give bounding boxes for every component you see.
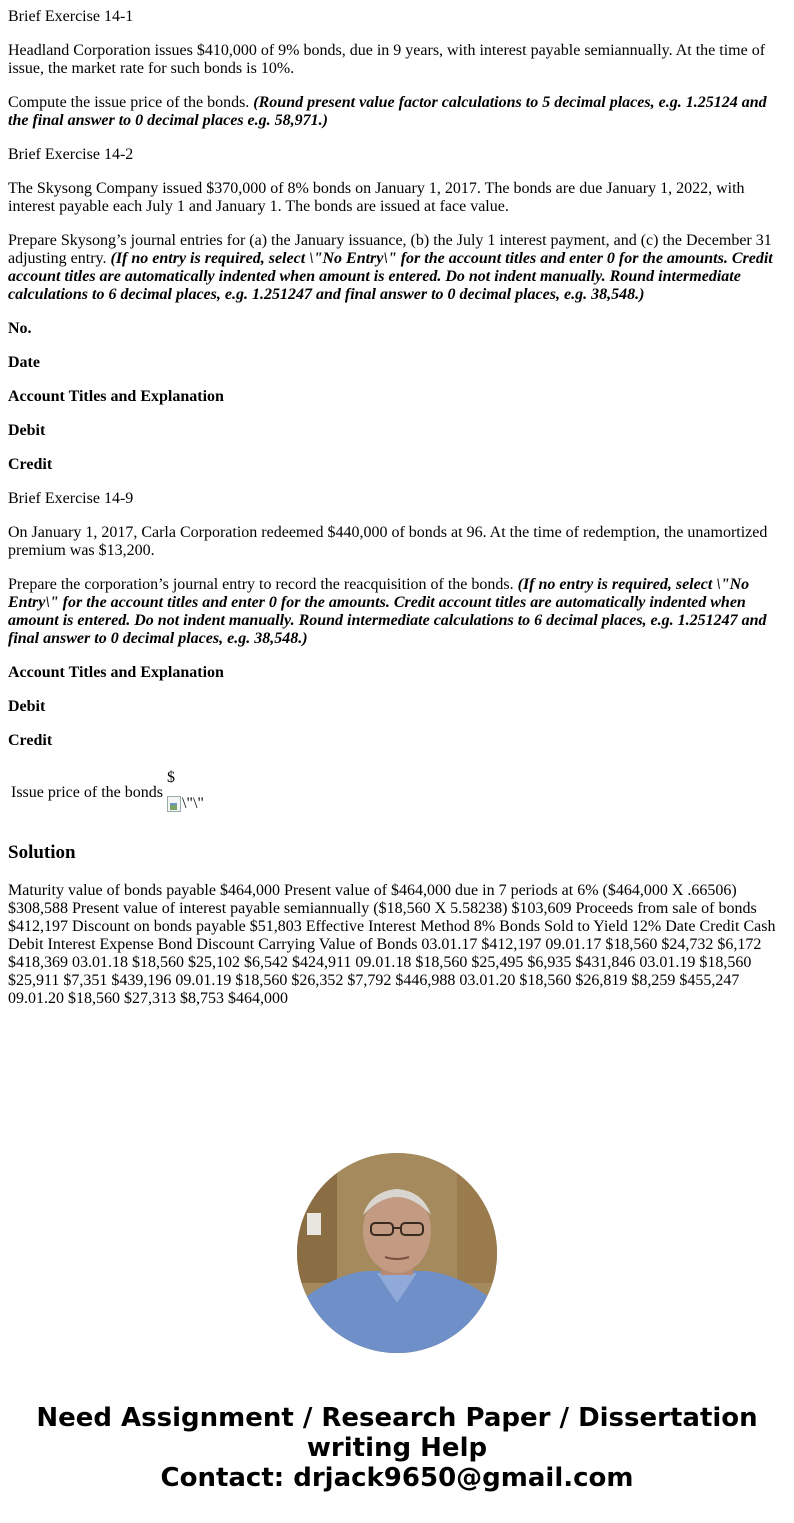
promo-line-1: Need Assignment / Research Paper / Dissertation xyxy=(36,1403,758,1433)
column-header-no: No. xyxy=(8,320,32,337)
exercise-14-1-title: Brief Exercise 14-1 xyxy=(8,8,134,25)
exercise-14-2-title: Brief Exercise 14-2 xyxy=(8,146,134,163)
instruction-text: Prepare the corporation’s journal entry to record the reacquisition of the bonds. xyxy=(8,576,514,593)
exercise-14-9-title: Brief Exercise 14-9 xyxy=(8,490,134,507)
exercise-14-2-text: The Skysong Company issued $370,000 of 8% bonds on January 1, 2017. The bonds are due January 1, 2022, with interest payable each July 1 and January 1. The bonds are issued at face value. xyxy=(8,180,745,215)
entry-note: (If no entry is required, select \"No Entry\" for the account titles and enter 0 for the amounts. Credit account titles are automatically indented when amount is entered. Do not indent manually. Round intermediate calculations to 6 decimal places, e.g. 1.251247 and final answer to 0 decimal places, e.g. 38,548.) xyxy=(8,576,767,647)
column-header-account-titles: Account Titles and Explanation xyxy=(8,388,224,405)
solution-text: Maturity value of bonds payable $464,000 Present value of $464,000 due in 7 periods at 6% ($464,000 X .66506) $308,588 Present value of interest payable semiannually ($18,560 X 5.58238) $103,609 Proceeds from sale of bonds $412,197 Discount on bonds payable $51,803 Effective Interest Method 8% Bonds Sold to Yield 12% Date Credit Cash Debit Interest Expense Bond Discount Carrying Value of Bonds 03.01.17 $412,197 09.01.17 $18,560 $24,732 $6,172 $418,369 03.01.18 $18,560 $25,102 $6,542 $424,911 09.01.18 $18,560 $25,495 $6,935 $431,846 03.01.19 $18,560 $25,911 $7,351 $439,196 09.01.19 $18,560 $26,352 $7,792 $446,988 03.01.20 $18,560 $26,819 $8,259 $455,247 09.01.20 $18,560 $27,313 $8,753 $464,000 xyxy=(8,882,776,1007)
exercise-14-9-text: On January 1, 2017, Carla Corporation redeemed $440,000 of bonds at 96. At the time of redemption, the unamortized premium was $13,200. xyxy=(8,524,768,559)
column-header-debit: Debit xyxy=(8,422,46,439)
solution-heading: Solution xyxy=(8,842,76,863)
document-body xyxy=(8,0,780,1008)
avatar-portrait xyxy=(297,1153,497,1353)
rounding-note: (Round present value factor calculations to 5 decimal places, e.g. 1.25124 and the final answer to 0 decimal places e.g. 58,971.) xyxy=(8,94,767,129)
issue-price-table xyxy=(8,766,207,820)
promo-contact: Contact: drjack9650@gmail.com xyxy=(160,1463,634,1493)
broken-image xyxy=(167,795,204,813)
promo-line-2: writing Help xyxy=(306,1433,488,1463)
issue-price-cell xyxy=(166,768,205,818)
entry-note: (If no entry is required, select \"No Entry\" for the account titles and enter 0 for the amounts. Credit account titles are automatically indented when amount is entered. Do not indent manually. Round intermediate calculations to 6 decimal places, e.g. 1.251247 and final answer to 0 decimal places, e.g. 38,548.) xyxy=(8,250,773,303)
exercise-14-2-instruction xyxy=(8,232,780,304)
exercise-14-9-instruction xyxy=(8,576,780,648)
promo-banner xyxy=(0,1403,794,1493)
column-header-credit: Credit xyxy=(8,456,53,473)
column-header-date: Date xyxy=(8,354,40,371)
exercise-14-1-instruction xyxy=(8,94,780,130)
exercise-14-1-text: Headland Corporation issues $410,000 of 9% bonds, due in 9 years, with interest payable semiannually. At the time of issue, the market rate for such bonds is 10%. xyxy=(8,42,766,77)
currency-symbol: $ xyxy=(166,769,175,786)
column-header-debit: Debit xyxy=(8,698,46,715)
issue-price-label: Issue price of the bonds xyxy=(11,784,163,801)
column-header-account-titles: Account Titles and Explanation xyxy=(8,664,224,681)
broken-image-icon xyxy=(167,796,181,812)
column-header-credit: Credit xyxy=(8,732,53,749)
author-avatar xyxy=(297,1153,497,1353)
instruction-text: Compute the issue price of the bonds. xyxy=(8,94,250,111)
broken-image-alt: \"\" xyxy=(181,795,204,812)
instruction-text: Prepare Skysong’s journal entries for (a) the January issuance, (b) the July 1 interest payment, and (c) the December 31 adjusting entry. xyxy=(8,232,772,267)
